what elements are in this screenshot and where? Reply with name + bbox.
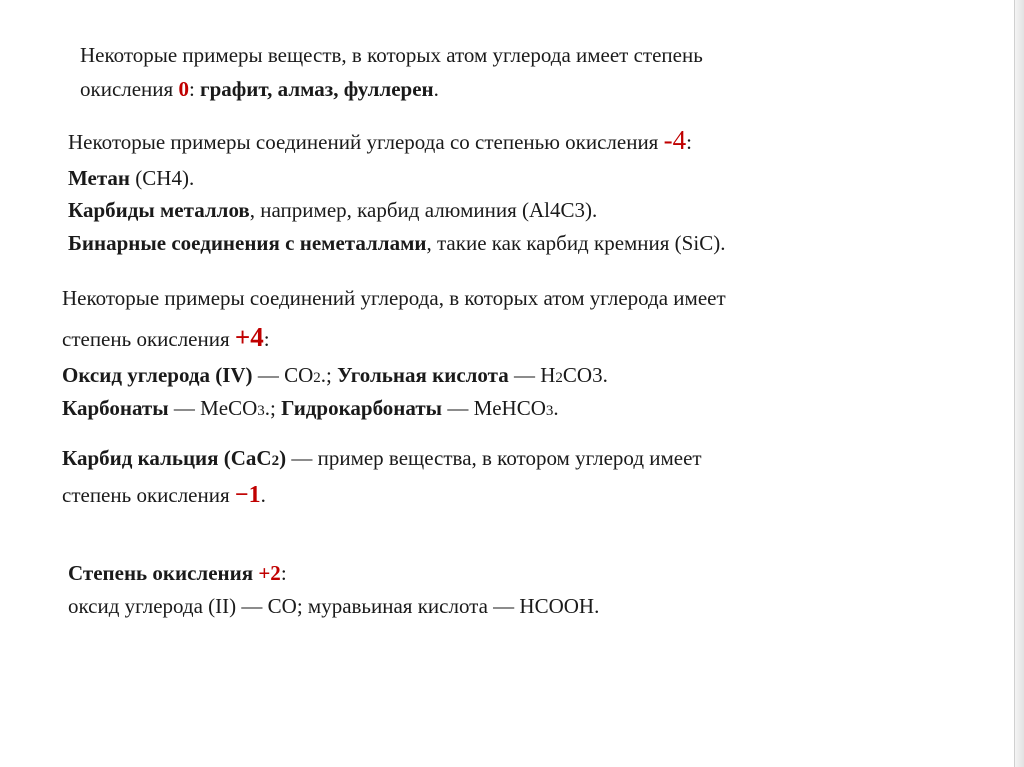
block4-l2-text: степень окисления bbox=[62, 482, 235, 507]
mehco3-sub: 3 bbox=[545, 403, 554, 420]
block3-l2-colon: : bbox=[263, 326, 270, 351]
text-block-oxidation-0 bbox=[80, 39, 703, 106]
co2-sub: 2 bbox=[313, 369, 321, 386]
co2-end: .; bbox=[320, 362, 338, 387]
methane-formula: (CH4). bbox=[130, 165, 195, 190]
binary-compounds-label: Бинарные соединения с неметаллами bbox=[68, 230, 427, 255]
methane-label: Метан bbox=[68, 165, 131, 190]
calcium-carbide-label: Карбид кальция (CaC bbox=[62, 446, 272, 470]
block2-l1-text: Некоторые примеры соединений углерода со степенью окисления bbox=[68, 130, 664, 154]
metal-carbides-example: , например, карбид алюминия (Al4C3). bbox=[249, 198, 598, 223]
right-edge-bar bbox=[1015, 0, 1024, 767]
block1-l2-colon: : bbox=[188, 76, 201, 101]
block3-line4 bbox=[62, 392, 726, 426]
text-block-oxidation-plus2 bbox=[68, 557, 599, 622]
cac2-sub: 2 bbox=[271, 453, 280, 469]
block2-line2 bbox=[68, 162, 725, 195]
examples-graphite-diamond-fullerene: графит, алмаз, фуллерен bbox=[200, 76, 434, 101]
h2co3-end: CO3. bbox=[562, 362, 608, 387]
oxidation-plus2-label: Степень окисления bbox=[68, 561, 259, 585]
block1-line1: Некоторые примеры веществ, в которых атом углерода имеет степень bbox=[80, 43, 703, 67]
block3-line3 bbox=[62, 359, 726, 393]
block2-line3 bbox=[68, 194, 725, 227]
meco3-text: — MeCO bbox=[168, 396, 258, 421]
h2co3-sub: 2 bbox=[555, 369, 563, 386]
carbonic-acid-label: Угольная кислота bbox=[337, 362, 509, 387]
h2co3-text: — H bbox=[508, 362, 556, 387]
meco3-sub: 3 bbox=[257, 403, 265, 420]
oxidation-state-plus4: +4 bbox=[234, 321, 264, 352]
calcium-carbide-close: ) bbox=[279, 446, 287, 470]
block2-line1 bbox=[68, 120, 725, 162]
meco3-end: .; bbox=[264, 396, 282, 421]
carbon-dioxide-label: Оксид углерода (IV) bbox=[62, 362, 253, 387]
text-block-oxidation-minus4 bbox=[68, 120, 725, 259]
block4-l1-rest: — пример вещества, в котором углерод имеет bbox=[286, 446, 702, 470]
carbonates-label: Карбонаты bbox=[62, 396, 169, 421]
block2-l1-colon: : bbox=[686, 130, 692, 154]
text-block-oxidation-plus4 bbox=[62, 282, 726, 426]
oxidation-state-minus1: −1 bbox=[234, 481, 261, 508]
block3-l2-text: степень окисления bbox=[62, 326, 235, 351]
block4-line2 bbox=[62, 476, 702, 514]
mehco3-end: . bbox=[553, 396, 559, 421]
block1-line2 bbox=[80, 73, 703, 107]
oxidation-state-plus2: +2 bbox=[258, 561, 281, 585]
block2-line4 bbox=[68, 227, 725, 260]
co2-text: — CO bbox=[252, 362, 314, 387]
text-block-oxidation-minus1 bbox=[62, 442, 702, 514]
metal-carbides-label: Карбиды металлов bbox=[68, 198, 250, 223]
hydrocarbonates-label: Гидрокарбонаты bbox=[281, 396, 443, 421]
mehco3-text: — MeHCO bbox=[442, 396, 546, 421]
block3-line2 bbox=[62, 316, 726, 359]
block4-line1 bbox=[62, 442, 702, 476]
block1-l2-text: окисления bbox=[80, 76, 179, 101]
block3-line1: Некоторые примеры соединений углерода, в которых атом углерода имеет bbox=[62, 286, 726, 310]
block5-line1 bbox=[68, 557, 599, 590]
block5-line2: оксид углерода (II) — CO; муравьиная кислота — HCOOH. bbox=[68, 593, 600, 618]
block5-l1-colon: : bbox=[280, 561, 287, 585]
block1-l2-end: . bbox=[433, 76, 439, 101]
oxidation-state-minus4: -4 bbox=[663, 125, 687, 155]
block4-l2-end: . bbox=[260, 482, 266, 507]
binary-compounds-example: , такие как карбид кремния (SiC). bbox=[426, 230, 726, 255]
oxidation-state-0: 0 bbox=[178, 76, 189, 101]
